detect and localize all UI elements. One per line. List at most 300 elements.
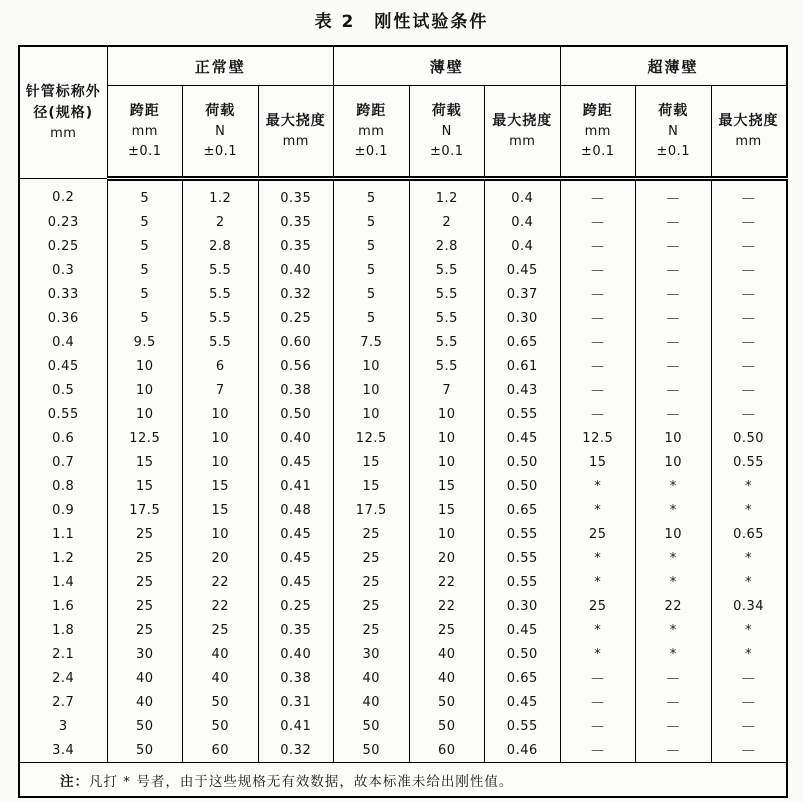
data-cell: 10 — [409, 522, 485, 546]
subheader-title: 跨距 — [582, 102, 613, 119]
data-cell: * — [711, 474, 787, 498]
spec-cell: 1.6 — [19, 594, 107, 618]
data-cell: * — [560, 474, 636, 498]
data-cell: 50 — [107, 714, 183, 738]
data-cell: — — [711, 714, 787, 738]
data-cell: 50 — [409, 690, 485, 714]
data-cell: 25 — [183, 618, 259, 642]
data-cell: — — [711, 330, 787, 354]
data-cell: * — [560, 498, 636, 522]
data-cell: 25 — [107, 618, 183, 642]
data-cell: 5.5 — [409, 282, 485, 306]
data-cell: — — [560, 258, 636, 282]
data-cell: — — [711, 306, 787, 330]
data-cell: 0.35 — [258, 179, 334, 211]
data-cell: 5 — [334, 210, 410, 234]
data-cell: 0.40 — [258, 426, 334, 450]
data-cell: 20 — [183, 546, 259, 570]
data-cell: 5 — [107, 282, 183, 306]
data-cell: — — [711, 179, 787, 211]
data-cell: — — [636, 210, 712, 234]
rigidity-test-conditions-table — [18, 45, 788, 798]
spec-cell: 1.1 — [19, 522, 107, 546]
data-cell: 5.5 — [183, 282, 259, 306]
data-cell: 15 — [183, 498, 259, 522]
data-cell: 0.65 — [485, 666, 561, 690]
data-cell: 50 — [183, 714, 259, 738]
data-cell: — — [560, 330, 636, 354]
data-cell: 10 — [107, 402, 183, 426]
data-cell: 40 — [107, 666, 183, 690]
data-cell: 0.50 — [485, 642, 561, 666]
data-cell: 2.8 — [409, 234, 485, 258]
subheader-title: 荷载 — [431, 102, 462, 119]
subheader-unit: ±0.1 — [127, 143, 162, 159]
data-cell: — — [636, 234, 712, 258]
data-cell: — — [560, 179, 636, 211]
table-footer — [19, 763, 787, 798]
data-cell: 0.60 — [258, 330, 334, 354]
group-header-row — [19, 46, 787, 86]
data-cell: * — [636, 546, 712, 570]
data-cell: 15 — [183, 474, 259, 498]
data-cell: 0.55 — [485, 546, 561, 570]
data-cell: * — [560, 570, 636, 594]
table-row — [19, 690, 787, 714]
subheader-unit: ±0.1 — [354, 143, 389, 159]
data-cell: — — [560, 738, 636, 763]
data-cell: — — [711, 210, 787, 234]
subheader-unit: mm — [584, 123, 611, 139]
table-row — [19, 570, 787, 594]
spec-cell: 2.4 — [19, 666, 107, 690]
data-cell: 5 — [334, 306, 410, 330]
spec-header-line1: 针管标称外 — [25, 83, 101, 100]
data-cell: 25 — [107, 570, 183, 594]
data-cell: 0.25 — [258, 306, 334, 330]
data-cell: 0.4 — [485, 234, 561, 258]
spec-cell: 0.45 — [19, 354, 107, 378]
note-cell — [19, 763, 787, 798]
data-cell: 7 — [183, 378, 259, 402]
subheader-title: 最大挠度 — [718, 112, 779, 129]
data-cell: 60 — [183, 738, 259, 763]
data-cell: 0.34 — [711, 594, 787, 618]
data-cell: 12.5 — [334, 426, 410, 450]
data-cell: 40 — [107, 690, 183, 714]
group-header-thin-wall: 薄壁 — [334, 46, 561, 86]
data-cell: 0.30 — [485, 594, 561, 618]
data-cell: 25 — [409, 618, 485, 642]
spec-cell: 0.4 — [19, 330, 107, 354]
data-cell: 25 — [107, 594, 183, 618]
spec-cell: 0.25 — [19, 234, 107, 258]
subheader-title: 跨距 — [129, 102, 160, 119]
table-body — [19, 179, 787, 763]
table-row — [19, 402, 787, 426]
data-cell: 25 — [560, 522, 636, 546]
data-cell: — — [636, 282, 712, 306]
data-cell: * — [636, 474, 712, 498]
data-cell: — — [711, 234, 787, 258]
data-cell: 25 — [560, 594, 636, 618]
data-cell: 10 — [636, 450, 712, 474]
data-cell: 0.37 — [485, 282, 561, 306]
table-row — [19, 618, 787, 642]
data-cell: * — [636, 618, 712, 642]
table-title: 表 2 刚性试验条件 — [314, 12, 489, 32]
data-cell: 10 — [409, 402, 485, 426]
data-cell: 25 — [334, 594, 410, 618]
data-cell: — — [711, 738, 787, 763]
subheader-unit: mm — [735, 133, 762, 149]
data-cell: 0.55 — [485, 402, 561, 426]
subheader-cell — [636, 86, 712, 179]
data-cell: — — [560, 690, 636, 714]
data-cell: 0.32 — [258, 282, 334, 306]
data-cell: 0.46 — [485, 738, 561, 763]
data-cell: 12.5 — [560, 426, 636, 450]
subheader-unit: N — [441, 123, 452, 139]
data-cell: — — [560, 210, 636, 234]
subheader-row — [19, 86, 787, 179]
spec-cell: 0.6 — [19, 426, 107, 450]
data-cell: — — [636, 378, 712, 402]
data-cell: 0.45 — [485, 618, 561, 642]
data-cell: 10 — [107, 378, 183, 402]
data-cell: 5 — [107, 210, 183, 234]
data-cell: 10 — [183, 402, 259, 426]
spec-cell: 0.8 — [19, 474, 107, 498]
table-row — [19, 258, 787, 282]
data-cell: — — [636, 354, 712, 378]
data-cell: 0.45 — [485, 258, 561, 282]
note-text: 凡打 * 号者，由于这些规格无有效数据，故本标准未给出刚性值。 — [89, 773, 514, 790]
data-cell: 10 — [183, 450, 259, 474]
data-cell: — — [636, 258, 712, 282]
spec-cell: 3.4 — [19, 738, 107, 763]
data-cell: 5.5 — [183, 330, 259, 354]
data-cell: 0.41 — [258, 474, 334, 498]
subheader-unit: ±0.1 — [203, 143, 238, 159]
data-cell: 5 — [334, 282, 410, 306]
data-cell: 5.5 — [183, 258, 259, 282]
subheader-unit: ±0.1 — [429, 143, 464, 159]
data-cell: 0.38 — [258, 666, 334, 690]
data-cell: 5.5 — [409, 306, 485, 330]
data-cell: — — [560, 378, 636, 402]
table-row — [19, 714, 787, 738]
spec-cell: 0.55 — [19, 402, 107, 426]
data-cell: 1.2 — [183, 179, 259, 211]
data-cell: 22 — [409, 570, 485, 594]
data-cell: 50 — [409, 714, 485, 738]
data-cell: 0.50 — [711, 426, 787, 450]
data-cell: 0.30 — [485, 306, 561, 330]
data-cell: 50 — [334, 714, 410, 738]
spec-cell: 0.3 — [19, 258, 107, 282]
table-row — [19, 210, 787, 234]
table-row — [19, 354, 787, 378]
subheader-cell — [560, 86, 636, 179]
data-cell: 5.5 — [409, 330, 485, 354]
data-cell: 0.65 — [711, 522, 787, 546]
data-cell: 15 — [560, 450, 636, 474]
data-cell: 0.25 — [258, 594, 334, 618]
data-cell: 15 — [334, 450, 410, 474]
table-row — [19, 474, 787, 498]
data-cell: — — [560, 234, 636, 258]
spec-cell: 0.33 — [19, 282, 107, 306]
data-cell: — — [636, 738, 712, 763]
data-cell: 12.5 — [107, 426, 183, 450]
subheader-title: 跨距 — [356, 102, 387, 119]
spec-header-line2: 径(规格) — [33, 104, 94, 121]
spec-cell: 3 — [19, 714, 107, 738]
data-cell: 50 — [107, 738, 183, 763]
data-cell: 10 — [636, 522, 712, 546]
data-cell: 5 — [334, 258, 410, 282]
data-cell: 25 — [334, 570, 410, 594]
data-cell: 20 — [409, 546, 485, 570]
data-cell: 0.45 — [485, 690, 561, 714]
data-cell: 2.8 — [183, 234, 259, 258]
spec-cell: 0.23 — [19, 210, 107, 234]
spec-cell: 1.2 — [19, 546, 107, 570]
data-cell: * — [560, 546, 636, 570]
subheader-title: 最大挠度 — [492, 112, 553, 129]
data-cell: 0.55 — [485, 570, 561, 594]
data-cell: — — [711, 378, 787, 402]
data-cell: 0.31 — [258, 690, 334, 714]
data-cell: 5 — [334, 234, 410, 258]
data-cell: 10 — [334, 402, 410, 426]
data-cell: 0.56 — [258, 354, 334, 378]
subheader-cell — [409, 86, 485, 179]
subheader-unit: mm — [509, 133, 536, 149]
data-cell: 0.45 — [258, 546, 334, 570]
data-cell: 9.5 — [107, 330, 183, 354]
data-cell: — — [560, 282, 636, 306]
data-cell: 0.35 — [258, 210, 334, 234]
data-cell: 0.4 — [485, 179, 561, 211]
data-cell: 10 — [334, 378, 410, 402]
data-cell: 10 — [334, 354, 410, 378]
data-cell: * — [560, 618, 636, 642]
data-cell: 7 — [409, 378, 485, 402]
table-row — [19, 426, 787, 450]
table-row — [19, 282, 787, 306]
data-cell: 0.32 — [258, 738, 334, 763]
data-cell: — — [711, 690, 787, 714]
data-cell: 0.45 — [258, 522, 334, 546]
data-cell: 0.55 — [485, 714, 561, 738]
data-cell: 25 — [334, 546, 410, 570]
subheader-cell — [258, 86, 334, 179]
data-cell: 0.40 — [258, 642, 334, 666]
data-cell: 5 — [334, 179, 410, 211]
data-cell: 10 — [409, 450, 485, 474]
subheader-cell — [334, 86, 410, 179]
data-cell: * — [636, 498, 712, 522]
data-cell: 0.61 — [485, 354, 561, 378]
data-cell: 0.38 — [258, 378, 334, 402]
data-cell: 0.55 — [485, 522, 561, 546]
data-cell: 17.5 — [334, 498, 410, 522]
data-cell: — — [636, 179, 712, 211]
data-cell: — — [560, 666, 636, 690]
data-cell: 0.41 — [258, 714, 334, 738]
data-cell: 5.5 — [409, 354, 485, 378]
data-cell: * — [636, 570, 712, 594]
data-cell: * — [711, 618, 787, 642]
subheader-cell — [183, 86, 259, 179]
data-cell: 0.43 — [485, 378, 561, 402]
spec-cell: 1.4 — [19, 570, 107, 594]
data-cell: 0.50 — [258, 402, 334, 426]
group-header-normal-wall: 正常壁 — [107, 46, 334, 86]
note-row — [19, 763, 787, 798]
table-row — [19, 378, 787, 402]
spec-column-header — [19, 46, 107, 179]
data-cell: 15 — [409, 498, 485, 522]
data-cell: 10 — [183, 522, 259, 546]
table-header — [19, 46, 787, 179]
data-cell: — — [560, 354, 636, 378]
data-cell: 5 — [107, 306, 183, 330]
data-cell: — — [711, 258, 787, 282]
subheader-unit: ±0.1 — [656, 143, 691, 159]
subheader-unit: mm — [358, 123, 385, 139]
data-cell: — — [560, 402, 636, 426]
table-row — [19, 546, 787, 570]
spec-cell: 0.5 — [19, 378, 107, 402]
data-cell: 25 — [334, 618, 410, 642]
data-cell: 10 — [183, 426, 259, 450]
data-cell: 30 — [107, 642, 183, 666]
data-cell: 40 — [183, 666, 259, 690]
data-cell: 2 — [183, 210, 259, 234]
data-cell: 40 — [409, 666, 485, 690]
table-row — [19, 179, 787, 211]
table-row — [19, 738, 787, 763]
data-cell: 22 — [183, 594, 259, 618]
data-cell: 5.5 — [409, 258, 485, 282]
data-cell: 40 — [334, 666, 410, 690]
table-row — [19, 594, 787, 618]
spec-cell: 0.7 — [19, 450, 107, 474]
data-cell: — — [636, 330, 712, 354]
data-cell: — — [711, 354, 787, 378]
spec-cell: 2.7 — [19, 690, 107, 714]
data-cell: 10 — [409, 426, 485, 450]
data-cell: 10 — [636, 426, 712, 450]
subheader-unit: N — [215, 123, 226, 139]
table-row — [19, 306, 787, 330]
table-row — [19, 498, 787, 522]
data-cell: 15 — [409, 474, 485, 498]
data-cell: * — [711, 498, 787, 522]
data-cell: 0.48 — [258, 498, 334, 522]
data-cell: 40 — [183, 642, 259, 666]
data-cell: — — [636, 714, 712, 738]
spec-header-unit: mm — [50, 125, 77, 141]
table-row — [19, 642, 787, 666]
data-cell: — — [636, 402, 712, 426]
subheader-title: 荷载 — [658, 102, 689, 119]
spec-cell: 0.2 — [19, 179, 107, 211]
note-label: 注： — [60, 773, 89, 790]
data-cell: — — [560, 714, 636, 738]
spec-cell: 1.8 — [19, 618, 107, 642]
data-cell: 22 — [636, 594, 712, 618]
subheader-cell — [485, 86, 561, 179]
data-cell: * — [711, 642, 787, 666]
data-cell: 40 — [334, 690, 410, 714]
data-cell: 25 — [107, 546, 183, 570]
table-row — [19, 666, 787, 690]
data-cell: 60 — [409, 738, 485, 763]
data-cell: 7.5 — [334, 330, 410, 354]
data-cell: 0.50 — [485, 474, 561, 498]
table-row — [19, 450, 787, 474]
data-cell: 0.45 — [485, 426, 561, 450]
data-cell: — — [560, 306, 636, 330]
data-cell: 1.2 — [409, 179, 485, 211]
data-cell: 50 — [183, 690, 259, 714]
data-cell: — — [636, 690, 712, 714]
data-cell: — — [711, 666, 787, 690]
data-cell: 5 — [107, 258, 183, 282]
data-cell: 0.65 — [485, 498, 561, 522]
data-cell: 5 — [107, 179, 183, 211]
data-cell: 0.45 — [258, 450, 334, 474]
data-cell: 0.35 — [258, 618, 334, 642]
data-cell: 30 — [334, 642, 410, 666]
data-cell: 0.35 — [258, 234, 334, 258]
spec-cell: 0.9 — [19, 498, 107, 522]
subheader-title: 荷载 — [205, 102, 236, 119]
table-row — [19, 330, 787, 354]
subheader-unit: mm — [131, 123, 158, 139]
spec-cell: 0.36 — [19, 306, 107, 330]
subheader-unit: ±0.1 — [580, 143, 615, 159]
data-cell: 0.45 — [258, 570, 334, 594]
data-cell: — — [711, 282, 787, 306]
data-cell: 5.5 — [183, 306, 259, 330]
data-cell: 0.55 — [711, 450, 787, 474]
data-cell: — — [636, 306, 712, 330]
data-cell: 17.5 — [107, 498, 183, 522]
data-cell: 40 — [409, 642, 485, 666]
data-cell: * — [711, 546, 787, 570]
table-row — [19, 522, 787, 546]
subheader-unit: mm — [282, 133, 309, 149]
table-row — [19, 234, 787, 258]
data-cell: 15 — [107, 474, 183, 498]
data-cell: 15 — [334, 474, 410, 498]
data-cell: 6 — [183, 354, 259, 378]
subheader-unit: N — [668, 123, 679, 139]
data-cell: 0.4 — [485, 210, 561, 234]
spec-cell: 2.1 — [19, 642, 107, 666]
data-cell: 0.65 — [485, 330, 561, 354]
data-cell: 22 — [183, 570, 259, 594]
data-cell: 2 — [409, 210, 485, 234]
data-cell: 5 — [107, 234, 183, 258]
data-cell: 25 — [107, 522, 183, 546]
subheader-cell — [711, 86, 787, 179]
